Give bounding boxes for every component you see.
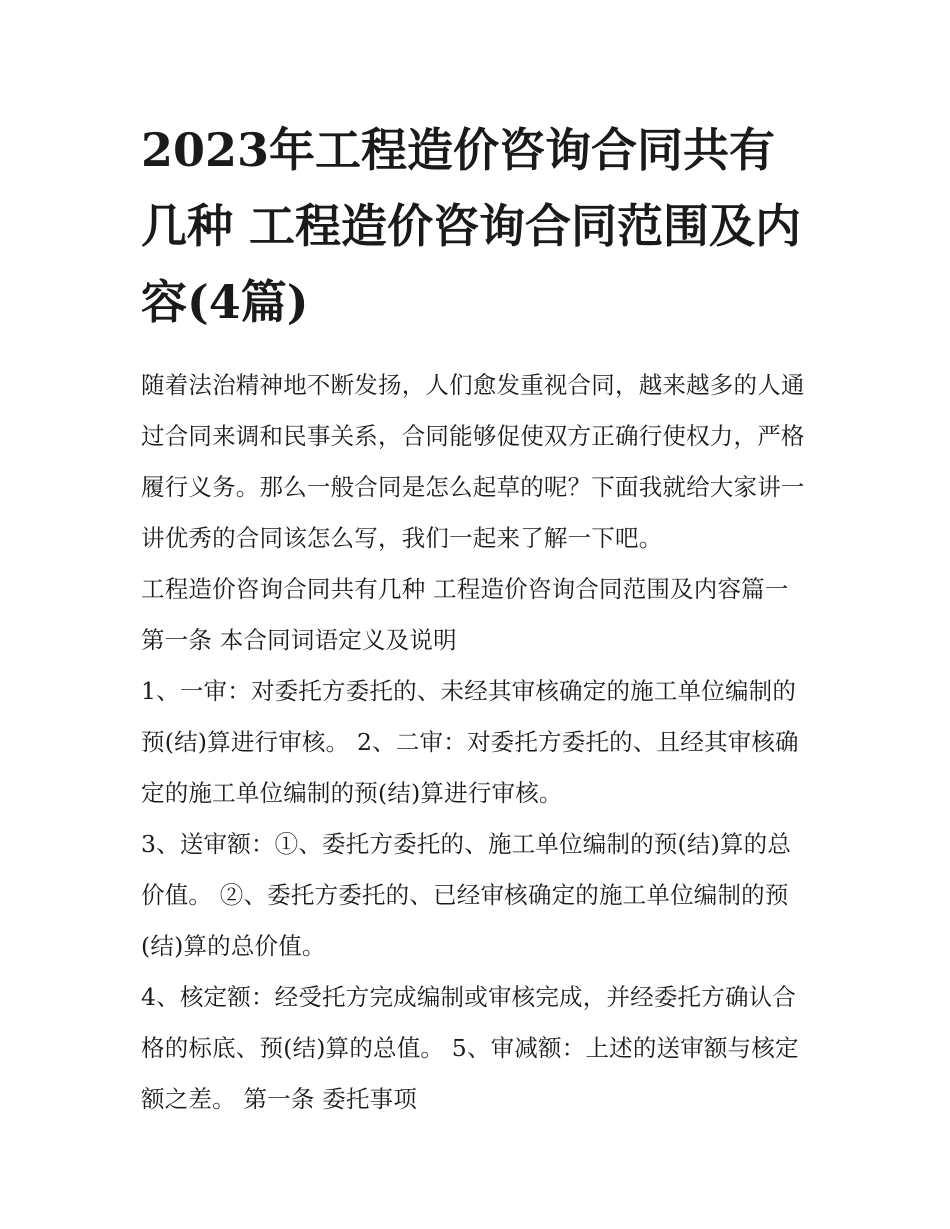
document-title: 2023年工程造价咨询合同共有几种 工程造价咨询合同范围及内容(4篇): [141, 123, 802, 329]
paragraph-intro: 随着法治精神地不断发扬，人们愈发重视合同，越来越多的人通过合同来调和民事关系，合同能够促使双方正确行使权力，严格履行义务。那么一般合同是怎么起草的呢？下面我就给大家讲一讲优秀的合同该怎么写，我们一起来了解一下吧。: [141, 371, 805, 552]
document-page: [141, 112, 813, 1125]
document-body: [141, 360, 813, 1125]
paragraph-definition-1-2: 1、一审：对委托方委托的、未经其审核确定的施工单位编制的预(结)算进行审核。 2、二审：对委托方委托的、且经其审核确定的施工单位编制的预(结)算进行审核。: [141, 677, 799, 807]
paragraph-definition-4-5: 4、核定额：经受托方完成编制或审核完成，并经委托方确认合格的标底、预(结)算的总值。 5、审减额：上述的送审额与核定额之差。 第一条 委托事项: [141, 983, 799, 1113]
paragraph-section-heading: 工程造价咨询合同共有几种 工程造价咨询合同范围及内容篇一 第一条 本合同词语定义及说明: [141, 575, 789, 654]
paragraph-definition-3: 3、送审额：①、委托方委托的、施工单位编制的预(结)算的总价值。 ②、委托方委托的、已经审核确定的施工单位编制的预(结)算的总价值。: [141, 830, 792, 960]
